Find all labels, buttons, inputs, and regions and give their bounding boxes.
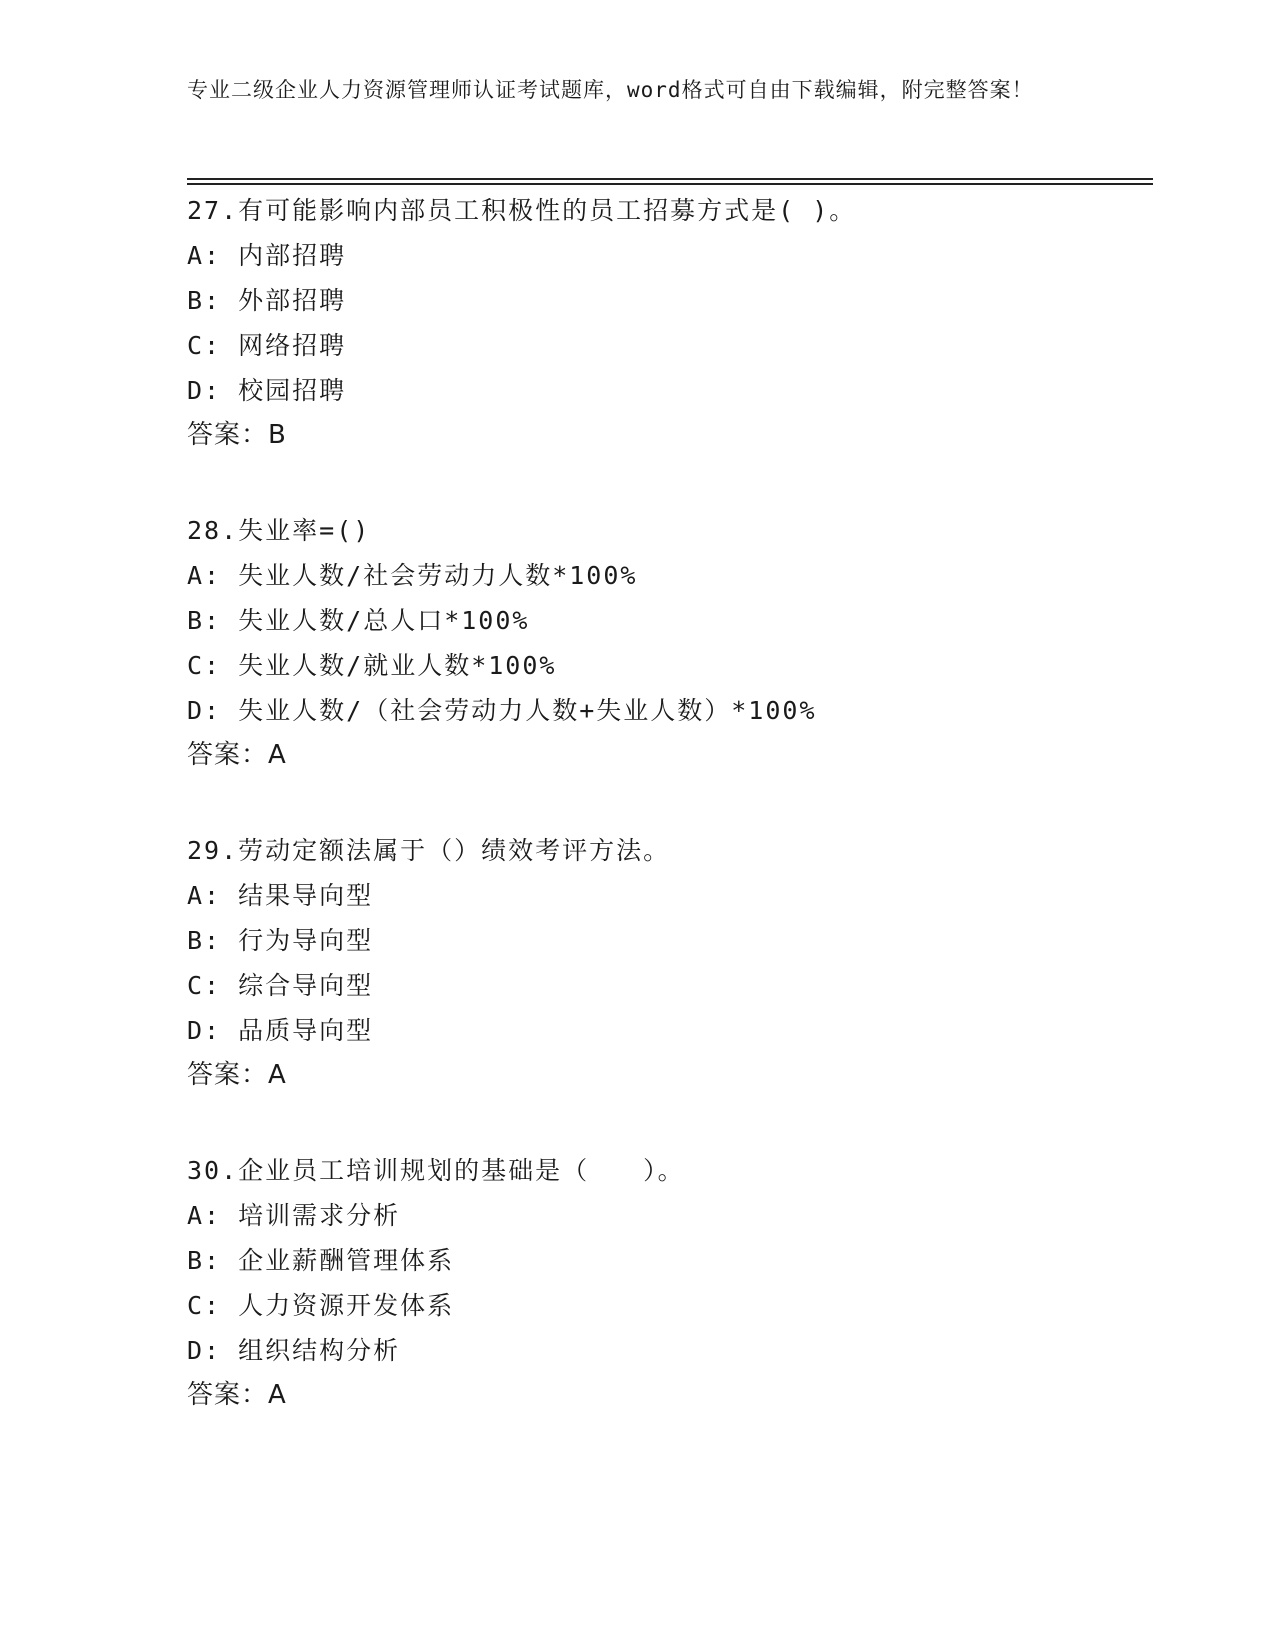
question-27 bbox=[187, 188, 1147, 458]
option-c: C: 人力资源开发体系 bbox=[187, 1291, 455, 1320]
option-a: A: 结果导向型 bbox=[187, 881, 374, 910]
header-divider-bottom bbox=[187, 183, 1153, 185]
option-c: C: 网络招聘 bbox=[187, 331, 347, 360]
option-b: B: 外部招聘 bbox=[187, 286, 347, 315]
answer: 答案：B bbox=[187, 420, 287, 450]
header-divider-top bbox=[187, 178, 1153, 180]
option-d: D: 失业人数/（社会劳动力人数+失业人数）*100% bbox=[187, 696, 817, 725]
option-d: D: 品质导向型 bbox=[187, 1016, 374, 1045]
option-a: A: 失业人数/社会劳动力人数*100% bbox=[187, 561, 638, 590]
option-b: B: 失业人数/总人口*100% bbox=[187, 606, 530, 635]
question-29 bbox=[187, 828, 1147, 1098]
option-a: A: 培训需求分析 bbox=[187, 1201, 401, 1230]
answer: 答案：A bbox=[187, 1060, 287, 1090]
option-b: B: 行为导向型 bbox=[187, 926, 374, 955]
option-d: D: 校园招聘 bbox=[187, 376, 347, 405]
document-header: 专业二级企业人力资源管理师认证考试题库，word格式可自由下载编辑，附完整答案！ bbox=[187, 78, 1034, 102]
answer: 答案：A bbox=[187, 740, 287, 770]
answer: 答案：A bbox=[187, 1380, 287, 1410]
option-d: D: 组织结构分析 bbox=[187, 1336, 401, 1365]
question-30 bbox=[187, 1148, 1147, 1418]
option-c: C: 失业人数/就业人数*100% bbox=[187, 651, 557, 680]
option-a: A: 内部招聘 bbox=[187, 241, 347, 270]
option-b: B: 企业薪酬管理体系 bbox=[187, 1246, 455, 1275]
option-c: C: 综合导向型 bbox=[187, 971, 374, 1000]
question-28 bbox=[187, 508, 1147, 778]
question-stem: 27.有可能影响内部员工积极性的员工招募方式是( )。 bbox=[187, 196, 857, 225]
question-stem: 30.企业员工培训规划的基础是（ ）。 bbox=[187, 1156, 685, 1185]
question-stem: 28.失业率=() bbox=[187, 516, 371, 545]
question-stem: 29.劳动定额法属于（）绩效考评方法。 bbox=[187, 836, 671, 865]
